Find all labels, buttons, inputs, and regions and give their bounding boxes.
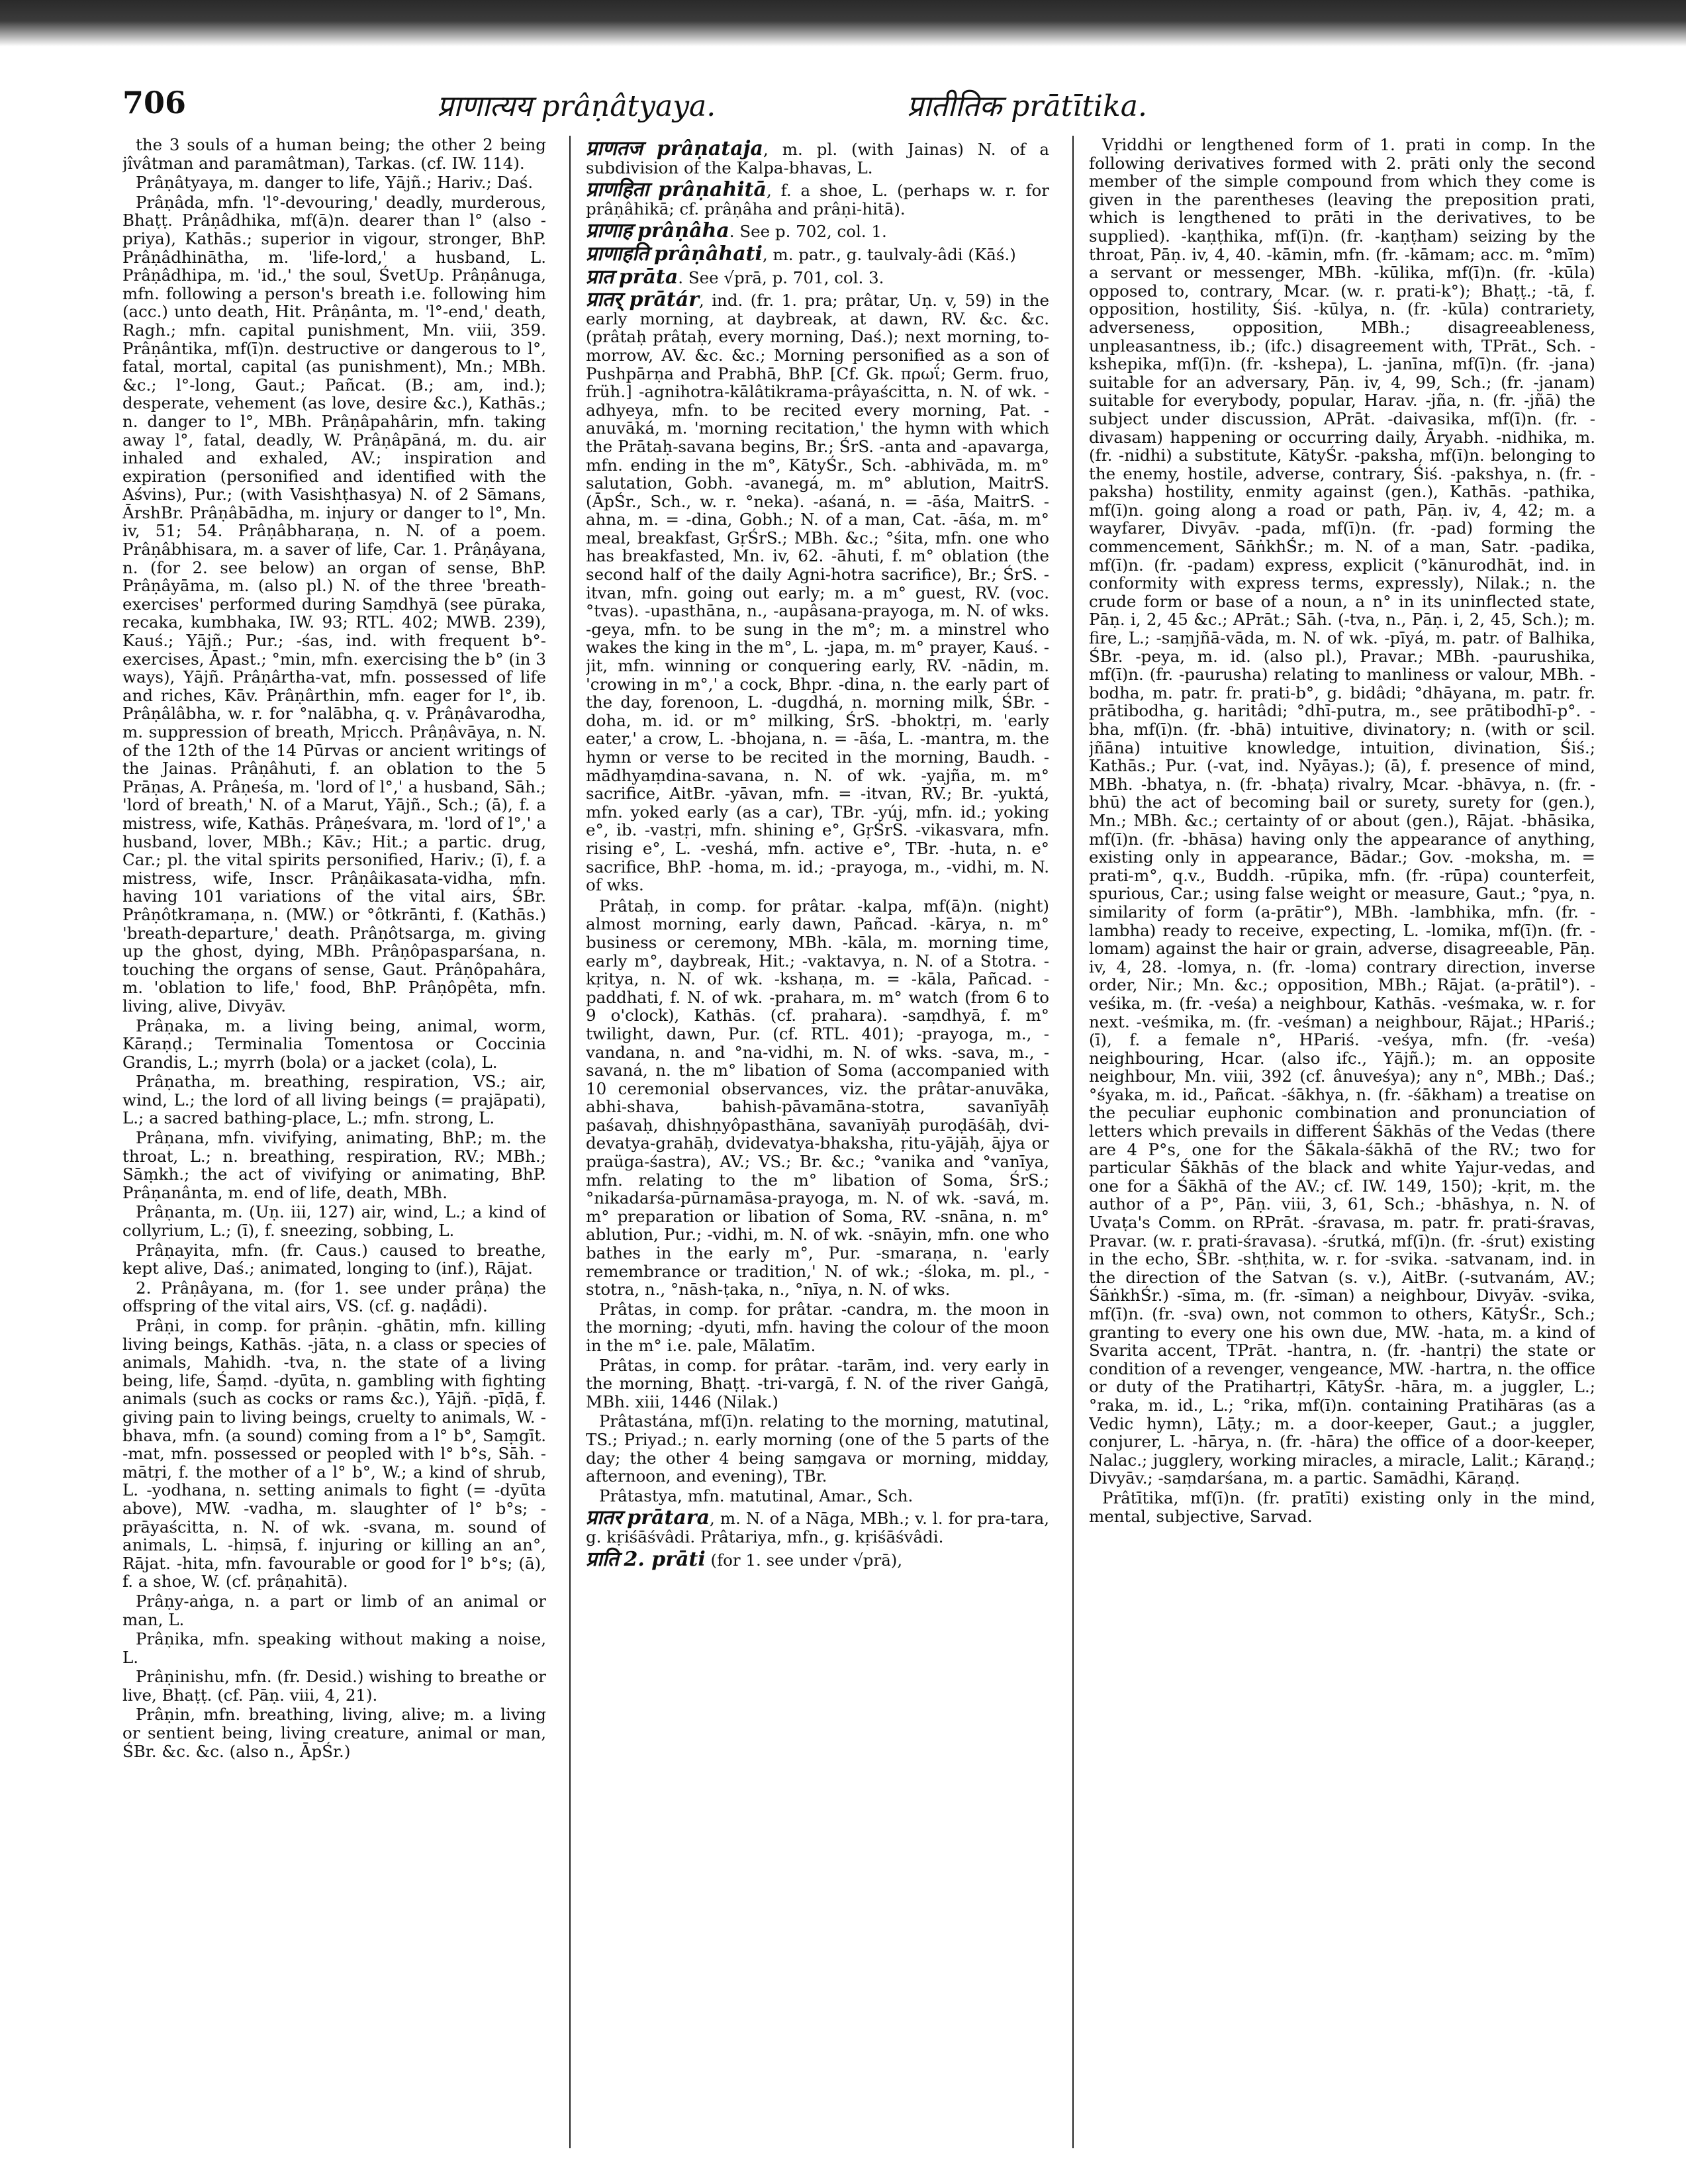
dictionary-entry: Prâṇâtyaya, m. danger to life, Yājñ.; Hariv.; Daś.: [136, 173, 534, 193]
dictionary-entry: Prâṇika, mfn. speaking without making a noise, L.: [122, 1629, 546, 1667]
definition: . See p. 702, col. 1.: [729, 222, 887, 242]
definition: , ind. (fr. 1. pra; prâtar, Uṇ. v, 59) in the early morning, at daybreak, at dawn, RV. &c. &c. (prâtaḥ prâtaḥ, every morning, Daś.); next morning, to-morrow, AV. &c. &c.; Morning personified as a son of Pushpārṇa and Prabhā, BhP. [Cf. Gk. πρωΐ; Germ. fruo, früh.] -agnihotra-kālâtikrama-prâyaścitta, n. N. of wk. -adhyeya, mfn. to be recited every morning, Pat. -anuvāká, m. 'morning recitation,' the hymn with which the Prātaḥ-savana begins, Br.; ŚrS. -anta and -apavarga, mfn. ending in the m°, KātyŚr., Sch. -abhivāda, m. m° salutation, Gobh. -avanegá, m. m° ablution, MaitrS. (ĀpŚr., Sch., w. r. °neka). -aśaná, n. = -āśa, MaitrS. -ahna, m. = -dina, Gobh.; N. of a man, Cat. -āśa, m. m° meal, breakfast, GṛŚrS.; MBh. &c.; °śita, mfn. one who has breakfasted, Mn. iv, 62. -āhuti, f. m° oblation (the second half of the daily Agni-hotra sacrifice), Br.; ŚrS. -itvan, mfn. going out early; m. a m° guest, RV. (voc. °tvas). -upasthāna, n., -aupâsana-prayoga, m. N. of wks. -geya, mfn. to be sung in the m°; m. a minstrel who wakes the king in the m°, L. -japa, m. m° prayer, Kauś. -jit, mfn. winning or conquering early, RV. -nādin, m. 'crowing in m°,' a cock, Bhpr. -dina, n. the early part of the day, forenoon, L. -dugdhá, n. morning milk, ŚBr. -doha, m. id. or m° milking, ŚrS. -bhoktṛi, m. 'early eater,' a crow, L. -bhojana, n. = -āśa, L. -mantra, m. the hymn or verse to be recited in the morning, Baudh. -mādhyaṃdina-savana, n. N. of wk. -yajña, m. m° sacrifice, AitBr. -yāvan, mfn. = -itvan, RV.; Br. -yuktá, mfn. yoked early (as a car), TBr. -yúj, mfn. id.; yoking e°, ib. -vastṛi, mfn. shining e°, GṛŚrS. -vikasvara, mfn. rising e°, L. -veshá, mfn. active e°, TBr. -huta, n. e° sacrifice, BhP. -homa, m. id.; -prayoga, m., -vidhi, m. N. of wks.: [586, 291, 1049, 895]
dictionary-entry: Prâtastya, mfn. matutinal, Amar., Sch.: [599, 1486, 913, 1505]
dictionary-entry: Prâtas, in comp. for prâtar. -tarām, ind. very early in the morning, Bhaṭṭ. -tri-vargā, f. N. of the river Gaṅgā, MBh. xiii, 1446 (Nilak.): [586, 1355, 1049, 1411]
headword: prâṇâha: [637, 219, 729, 243]
dictionary-entry: Prâṇi, in comp. for prâṇin. -ghātin, mfn. killing living beings, Kathās. -jāta, n. a class or species of animals, Mahidh. -tva, n. the state of a living being, life, Śaṃd. -dyūta, n. gambling with fighting animals (such as cocks or rams &c.), Yājñ. -pīḍā, f. giving pain to living beings, cruelty to animals, W. -bhava, mfn. (a sound) coming from a l° b°, Saṃgīt. -mat, mfn. possessed or peopled with l° b°s, Sāh. -mātṛi, f. the mother of a l° b°, W.; a kind of shrub, L. -yodhana, n. setting animals to fight (= -dyūta above), MW. -vadha, m. slaughter of l° b°s; -prāyaścitta, n. N. of wk. -svana, m. sound of animals, L. -hiṃsā, f. injuring or killing an an°, Rājat. -hita, mfn. favourable or good for l° b°s; (ā), f. a shoe, W. (cf. prâṇahitā).: [122, 1316, 546, 1591]
column-3: [1089, 136, 1595, 2161]
dictionary-entry: Vṛiddhi or lengthened form of 1. prati in comp. In the following derivatives formed with 2. prāti only the second member of the simple compound from which they come is given in the parentheses (leaving the preposition prati, which is lengthened to prāti in the derivatives, to be supplied). -kaṇṭhika, mf(ī)n. (fr. -kaṇṭham) seizing by the throat, Pāṇ. iv, 4, 40. -kāmin, mfn. (fr. -kāmam; acc. m. °mīm) a servant or messenger, MBh. -kūlika, mf(ī)n. (fr. -kūla) opposed to, contrary, Mcar. (w. r. prati-k°); Bhaṭṭ.; -tā, f. opposition, hostility, Śiś. -kūlya, n. (fr. -kūla) contrariety, adverseness, opposition, MBh.; disagreeableness, unpleasantness, ib.; (ifc.) disagreement with, TPrāt., Sch. -kshepika, mf(ī)n. (fr. -kshepa), L. -janīna, mf(ī)n. (fr. -jana) suitable for an adversary, Pāṇ. iv, 4, 99, Sch.; (fr. -janam) suitable for everybody, popular, Harav. -jña, n. (fr. -jñā) the subject under discussion, APrāt. -daivasika, mf(ī)n. (fr. -divasam) happening or occurring daily, Āryabh. -nidhika, m. (fr. -nidhi) a substitute, KātyŚr. -paksha, mf(ī)n. belonging to the enemy, hostile, adverse, contrary, Śiś. -pakshya, n. (fr. -paksha) hostility, enmity against (gen.), Kathās. -pathika, mf(ī)n. going along a road or path, Pāṇ. iv, 4, 42; m. a wayfarer, Divyāv. -pada, mf(ī)n. (fr. -pad) forming the commencement, SāṅkhŚr.; m. N. of a man, Satr. -padika, mf(ī)n. (fr. -padam) express, explicit (°kānurodhāt, ind. in conformity with express terms, expressly), Nilak.; n. the crude form or base of a noun, a n° in its uninflected state, Pāṇ. i, 2, 45 &c.; APrāt.; Sāh. (-tva, n., Pāṇ. i, 2, 45, Sch.); m. fire, L.; -saṃjñā-vāda, m. N. of wk. -pīyá, m. patr. of Balhika, ŚBr. -peya, m. id. (also pl.), Pravar.; MBh. -paurushika, mf(ī)n. (fr. -paurusha) relating to manliness or valour, MBh. -bodha, m. patr. fr. prati-b°, g. bidâdi; °dhāyana, m. patr. fr. prātibodha, g. haritâdi; °dhī-putra, m., see prātibodhī-p°. -bha, mf(ī)n. (fr. -bhā) intuitive, divinatory; n. (with or scil. jñāna) intuitive knowledge, intuition, divination, Śiś.; Kathās.; Pur. (-vat, ind. Nyāyas.); (ā), f. presence of mind, MBh. -bhatya, n. (fr. -bhaṭa) rivalry, Mcar. -bhāvya, n. (fr. -bhū) the act of becoming bail or surety, surety for (gen.), Mn.; MBh. &c.; certainty of or about (gen.), Rājat. -bhāsika, mf(ī)n. (fr. -bhāsa) having only the appearance of anything, existing only in appearance, Bādar.; Gov. -moksha, m. = prati-m°, q.v., Buddh. -rūpika, mfn. (fr. -rūpa) counterfeit, spurious, Car.; using false weight or measure, Gaut.; °pya, n. similarity of form (a-prātir°), MBh. -lambhika, mfn. (fr. -lambha) ready to receive, expecting, L. -lomika, mf(ī)n. (fr. -lomam) against the hair or grain, adverse, disagreeable, Pāṇ. iv, 4, 28. -lomya, n. (fr. -loma) contrary direction, inverse order, Nir.; Mn. &c.; opposition, MBh.; Rājat. (a-prātil°). -veśika, m. (fr. -veśa) a neighbour, Kathās. -veśmaka, w. r. for next. -veśmika, m. (fr. -veśman) a neighbour, Rājat.; HPariś.; (ī), f. a female n°, HPariś. -veśya, mfn. (fr. -veśa) neighbouring, Hcar. (also ifc., Yājñ.); m. an opposite neighbour, Mn. viii, 392 (cf. ânuveśya); any n°, MBh.; Daś.; °śyaka, m. id., Pañcat. -śākhya, n. (fr. -śākham) a treatise on the peculiar euphonic combination and pronunciation of letters which prevails in different Śākhās of the Vedas (there are 4 P°s, one for the Śākala-śākhā of the RV.; two for particular Śākhās of the black and white Yajur-vedas, and one for a Śākhā of the AV.; cf. IW. 149, 150); -kṛit, m. the author of a P°, Pāṇ. viii, 3, 61, Sch.; -bhāshya, n. N. of Uvaṭa's Comm. on RPrāt. -śravasa, m. patr. fr. prati-śravas, Pravar. (w. r. prati-śravasa). -śrutká, mf(ī)n. (fr. -śrut) existing in the echo, ŚBr. -shṭhita, w. r. for -svika. -satvanam, ind. in the direction of the Satvan (s. v.), AitBr. (-sutvanám, AV.; ŚāṅkhŚr.) -sīma, m. (fr. -sīman) a neighbour, Divyāv. -svika, mf(ī)n. (fr. -sva) own, not common to others, KātyŚr., Sch.; granting to every one his own due, MW. -hata, m. a kind of Svarita accent, TPrāt. -hantra, n. (fr. -hantṛi) the state or condition of a revenger, vengeance, MW. -hartra, n. the office or duty of the Pratihartṛi, KātyŚr. -hāra, m. a juggler, L.; °raka, m. id., L.; °rika, mf(ī)n. containing Pratihāras (as a Vedic hymn), Lāṭy.; m. a door-keeper, Gaut.; a juggler, conjurer, L. -hārya, n. (fr. -hāra) the office of a door-keeper, Nalac.; jugglery, working miracles, a miracle, Lalit.; Kāraṇḍ.; Divyāv.; -saṃdarśana, m. a partic. Samādhi, Kāraṇḍ.: [1089, 136, 1595, 1488]
lemma-entry: [586, 242, 1049, 265]
lemma-entry: [586, 288, 1049, 895]
headword: prātara: [627, 1506, 710, 1530]
dictionary-entry: the 3 souls of a human being; the other 2 being jîvâtman and paramâtman), Tarkas. (cf. IW. 114).: [122, 136, 546, 173]
dictionary-entry: Prâtaḥ, in comp. for prâtar. -kalpa, mf(ā)n. (night) almost morning, early dawn, Pañcad. -kārya, n. m° business or ceremony, MBh. -kāla, m. morning time, early m°, daybreak, Hit.; -vaktavya, n. N. of a Stotra. -kṛitya, n. N. of wk. -kshaṇa, m. = -kāla, Pañcad. -paddhati, f. N. of wk. -prahara, m. m° watch (from 6 to 9 o'clock), Kathās. (cf. prahara). -saṃdhyā, f. m° twilight, dawn, Pur. (cf. RTL. 401); -prayoga, m., -vandana, n. and °na-vidhi, m. N. of wks. -sava, m., -savaná, n. the m° libation of Soma (accompanied with 10 ceremonial observances, viz. the prâtar-anuvāka, abhi-shava, bahish-pāvamāna-stotra, savanīyāḥ paśavaḥ, dhishṇyôpasthāna, savanīyāḥ puroḍāśāḥ, dvi-devatya-grahāḥ, dvidevatya-bhaksha, ṛitu-yājāḥ, ājya or praüga-śastra), AV.; VS.; Br. &c.; °vanika and °vanīya, mfn. relating to the m° libation of Soma, ŚrS.; °nikadarśa-pūrnamāsa-prayoga, m. N. of wk. -savá, m. m° preparation or libation of Soma, RV. -snāna, n. m° ablution, Pur.; -vidhi, m. N. of wk. -snāyin, mfn. one who bathes in the early m°, Pur. -smaraṇa, n. 'early remembrance or tradition,' N. of wk.; -śloka, m. pl., -stotra, n., °nāsh-ṭaka, n., °nīya, n. N. of wks.: [586, 896, 1049, 1300]
headword: 2. prāti: [624, 1547, 706, 1571]
dictionary-entry: Prâṇatha, m. breathing, respiration, VS.; air, wind, L.; the lord of all living beings (= prajāpati), L.; a sacred bathing-place, L.; mfn. strong, L.: [122, 1072, 546, 1128]
devanagari-headword: प्रातर: [586, 1506, 622, 1530]
running-head-left: प्राणात्यय prâṇâtyaya.: [437, 89, 716, 123]
dictionary-columns: [122, 136, 1595, 2161]
definition: , m. pl. (with Jainas) N. of a subdivision of the Kalpa-bhavas, L.: [586, 140, 1049, 177]
devanagari-headword: प्राणाहति: [586, 242, 649, 265]
column-1: [122, 136, 546, 2161]
dictionary-entry: Prâtītika, mf(ī)n. (fr. pratīti) existing only in the mind, mental, subjective, Sarvad.: [1089, 1488, 1595, 1526]
lemma-entry: [586, 1547, 1049, 1571]
lemma-entry: [586, 178, 1049, 218]
definition: , f. a shoe, L. (perhaps w. r. for prâṇâhikā; cf. prâṇâha and prâṇi-hitā).: [586, 181, 1049, 218]
dictionary-entry: Prâṇana, mfn. vivifying, animating, BhP.; m. the throat, L.; n. breathing, respiration, RV.; MBh.; Sāṃkh.; the act of vivifying or animating, BhP. Prâṇanânta, m. end of life, death, MBh.: [122, 1128, 546, 1202]
dictionary-entry: Prâṇanta, m. (Uṇ. iii, 127) air, wind, L.; a kind of collyrium, L.; (ī), f. sneezing, sobbing, L.: [122, 1202, 546, 1241]
dictionary-entry: Prâṇinishu, mfn. (fr. Desid.) wishing to breathe or live, Bhaṭṭ. (cf. Pāṇ. viii, 4, 21).: [122, 1667, 546, 1705]
page-number: 706: [122, 85, 187, 120]
running-head-right: प्रातीतिक prātītika.: [907, 89, 1147, 123]
dictionary-entry: 2. Prâṇâyana, m. (for 1. see under prâṇa) the offspring of the vital airs, VS. (cf. g. naḍâdi).: [122, 1278, 546, 1316]
dictionary-entry: Prâṇayita, mfn. (fr. Caus.) caused to breathe, kept alive, Daś.; animated, longing to (inf.), Rājat.: [122, 1240, 546, 1278]
headword: prâṇataja: [656, 137, 763, 160]
lemma-entry: [586, 1506, 1049, 1546]
devanagari-headword: प्राणतज: [586, 137, 643, 160]
devanagari-headword: प्राणाह: [586, 219, 633, 243]
devanagari-headword: प्राति: [586, 1547, 619, 1571]
devanagari-headword: प्रातर्: [586, 288, 622, 312]
definition: , m. patr., g. taulvaly-âdi (Kāś.): [762, 244, 1016, 264]
definition: , m. N. of a Nāga, MBh.; v. l. for pra-tara, g. kṛiśāśvâdi. Prâtariya, mfn., g. kṛiśāśvâdi.: [586, 1509, 1049, 1546]
devanagari-headword: प्राणहिता: [586, 178, 649, 202]
lemma-entry: [586, 137, 1049, 177]
dictionary-entry: Prâṇy-aṅga, n. a part or limb of an animal or man, L.: [122, 1591, 546, 1629]
column-2: [586, 136, 1049, 2161]
dictionary-entry: Prâtastána, mf(ī)n. relating to the morning, matutinal, TS.; Priyad.; n. early morning (one of the 5 parts of the day; the other 4 being saṃgava or morning, midday, afternoon, and evening), TBr.: [586, 1411, 1049, 1486]
dictionary-entry: Prâtas, in comp. for prâtar. -candra, m. the moon in the morning; -dyuti, mfn. having the colour of the moon in the m° i.e. pale, Mālatīm.: [586, 1299, 1049, 1355]
dictionary-entry: Prâṇin, mfn. breathing, living, alive; m. a living or sentient being, living creature, animal or man, ŚBr. &c. &c. (also n., ĀpŚr.): [122, 1705, 546, 1761]
lemma-entry: [586, 265, 1049, 289]
devanagari-headword: प्रात: [586, 265, 614, 289]
dictionary-entry: Prâṇaka, m. a living being, animal, worm, Kāraṇḍ.; Terminalia Tomentosa or Coccinia Grandis, L.; myrrh (bola) or a jacket (cola), L.: [122, 1016, 546, 1072]
headword: prâṇâhati: [653, 242, 763, 265]
lemma-entry: [586, 219, 1049, 243]
definition: (for 1. see under √prā),: [705, 1550, 903, 1570]
scan-top-edge: [0, 0, 1686, 46]
headword: prātár: [629, 288, 699, 312]
headword: prāta: [618, 265, 679, 289]
dictionary-entry: Prâṇâda, mfn. 'l°-devouring,' deadly, murderous, Bhaṭṭ. Prâṇâdhika, mf(ā)n. dearer than l° (also -priya), Kathās.; superior in vigour, stronger, BhP. Prâṇâdhinātha, m. 'life-lord,' a husband, L. Prâṇâdhipa, m. 'id.,' the soul, ŚvetUp. Prâṇânuga, mfn. following a person's breath i.e. following him (acc.) unto death, Hit. Prâṇânta, m. 'l°-end,' death, Ragh.; mfn. capital punishment, Mn. viii, 359. Prâṇântika, mf(ī)n. destructive or dangerous to l°, fatal, mortal, capital (as punishment), Mn.; MBh. &c.; l°-long, Gaut.; Pañcat. (B.; am, ind.); desperate, vehement (as love, desire &c.), Kathās.; n. danger to l°, MBh. Prâṇâpahârin, mfn. taking away l°, fatal, deadly, W. Prâṇâpāná, m. du. air inhaled and exhaled, AV.; inspiration and expiration (personified and identified with the Aśvins), Pur.; (with Vasishṭhasya) N. of 2 Sāmans, ĀrshBr. Prâṇâbādha, m. injury or danger to l°, Mn. iv, 51; 54. Prâṇâbharaṇa, n. N. of a poem. Prâṇâbhisara, m. a saver of life, Car. 1. Prâṇâyana, n. (for 2. see below) an organ of sense, BhP. Prâṇâyāma, m. (also pl.) N. of the three 'breath-exercises' performed during Saṃdhyā (see pūraka, recaka, kumbhaka, IW. 93; RTL. 402; MWB. 239), Kauś.; Yājñ.; Pur.; -śas, ind. with frequent b°-exercises, Āpast.; °min, mfn. exercising the b° (in 3 ways), Yājñ. Prâṇârtha-vat, mfn. possessed of life and riches, Kāv. Prâṇârthin, mfn. eager for l°, ib. Prâṇâlâbha, w. r. for °nalābha, q. v. Prâṇâvarodha, m. suppression of breath, Mṛicch. Prâṇâvāya, n. N. of the 12th of the 14 Pūrvas or ancient writings of the Jainas. Prâṇâhuti, f. an oblation to the 5 Prāṇas, A. Prâṇeśa, m. 'lord of l°,' a husband, Sāh.; 'lord of breath,' N. of a Marut, Yājñ., Sch.; (ā), f. a mistress, wife, Kathās. Prâṇeśvara, m. 'lord of l°,' a husband, lover, MBh.; Kāv.; Hit.; a partic. drug, Car.; pl. the vital spirits personified, Hariv.; (ī), f. a mistress, wife, Inscr. Prâṇâikasata-vidha, mfn. having 101 variations of the vital airs, ŚBr. Prâṇôtkramaṇa, n. (MW.) or °ôtkrānti, f. (Kathās.) 'breath-departure,' death. Prâṇôtsarga, m. giving up the ghost, dying, MBh. Prâṇôpasparśana, n. touching the organs of sense, Gaut. Prâṇôpahâra, m. 'oblation to life,' food, BhP. Prâṇôpêta, mfn. living, alive, Divyāv.: [122, 192, 546, 1016]
definition: . See √prā, p. 701, col. 3.: [678, 267, 884, 287]
headword: prâṇahitā: [657, 178, 767, 202]
